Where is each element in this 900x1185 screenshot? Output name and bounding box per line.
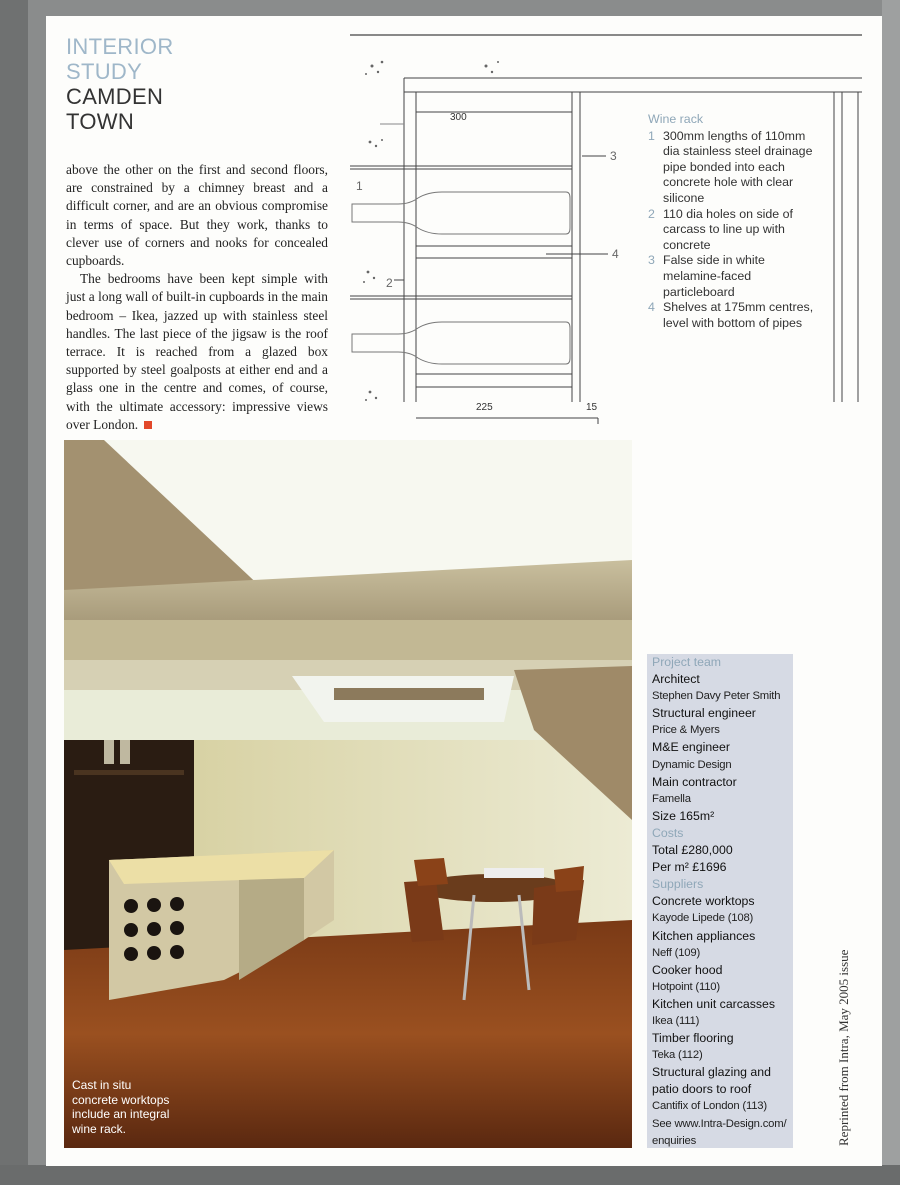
dim-225: 225	[476, 402, 493, 413]
see-website-line-2: enquiries	[652, 1134, 697, 1147]
kitchen-photo-illustration	[64, 440, 632, 1148]
paragraph-1-text: above the other on the first and second floors, are constrained by a chimney breast and a difficult corner, and are an obvious compromise in terms of space. But they work, thanks to clever use of corners and nooks for concealed cupboards.	[66, 162, 328, 269]
wine-rack-item-text: 110 dia holes on side of carcass to line up with concrete	[663, 206, 793, 252]
callout-2: 2	[386, 276, 393, 290]
wine-rack-item-text: 300mm lengths of 110mm dia stainless steel drainage pipe bonded into each concrete hole with clear silicone	[663, 128, 813, 205]
carcasses-value: Ikea (111)	[652, 1014, 700, 1027]
caption-line: Cast in situ	[72, 1078, 132, 1092]
glazing-label-line-1: Structural glazing and	[652, 1065, 771, 1080]
kitchen-photo	[64, 440, 632, 1148]
main-contractor-value: Famella	[652, 792, 691, 805]
dim-300: 300	[450, 112, 467, 123]
architect-label: Architect	[652, 672, 700, 687]
callout-1: 1	[356, 179, 363, 193]
dim-15: 15	[586, 402, 598, 413]
appliances-label: Kitchen appliances	[652, 928, 756, 943]
callout-3: 3	[610, 149, 617, 163]
main-contractor-label: Main contractor	[652, 774, 737, 789]
wine-rack-item-number: 1	[648, 128, 655, 143]
wine-rack-item	[648, 129, 818, 207]
glazing-value: Cantifix of London (113)	[652, 1100, 767, 1113]
wine-rack-item-text: False side in white melamine-faced particleboard	[663, 253, 765, 299]
wine-rack-item-text: Shelves at 175mm centres, level with bottom of pipes	[663, 300, 814, 330]
total-cost: Total £280,000	[652, 843, 733, 858]
article-body	[66, 161, 328, 434]
appliances-value: Neff (109)	[652, 946, 701, 959]
caption-line: concrete worktops	[72, 1092, 170, 1107]
costs-header: Costs	[652, 825, 684, 840]
scan-border-bottom	[0, 1165, 900, 1185]
wine-rack-item	[648, 207, 818, 254]
me-engineer-value: Dynamic Design	[652, 758, 732, 771]
wine-rack-key	[648, 112, 818, 331]
wine-rack-title: Wine rack	[648, 112, 704, 126]
cooker-hood-value: Hotpoint (110)	[652, 980, 720, 993]
section-line-interior: INTERIOR	[66, 34, 174, 59]
article-paragraph-2	[66, 270, 328, 434]
worktops-label: Concrete worktops	[652, 894, 755, 909]
section-line-study: STUDY	[66, 59, 143, 84]
paragraph-2-text: The bedrooms have been kept simple with just a long wall of built-in cupboards in the main bedroom – Ikea, jazzed up with stainless steel handles. The last piece of the jigsaw is the roof terrace. It is reached from a glazed box supported by steel goalposts at either end and a glass one in the centre and comes, of course, with the ultimate accessory: impressive views over London.	[66, 271, 328, 432]
me-engineer-label: M&E engineer	[652, 740, 730, 755]
wine-rack-item-number: 4	[648, 300, 655, 315]
magazine-page	[46, 16, 882, 1166]
project-team-header: Project team	[652, 655, 722, 669]
wine-rack-item-number: 2	[648, 206, 655, 221]
wine-rack-item-number: 3	[648, 253, 655, 268]
wine-rack-item	[648, 300, 818, 331]
caption-line: include an integral	[72, 1107, 170, 1121]
caption-line: wine rack.	[72, 1121, 127, 1136]
callout-4: 4	[612, 247, 619, 261]
size-value: Size 165m²	[652, 808, 715, 823]
section-line-town: TOWN	[66, 109, 135, 134]
suppliers-header: Suppliers	[652, 877, 704, 892]
cooker-hood-label: Cooker hood	[652, 962, 723, 977]
structural-engineer-value: Price & Myers	[652, 724, 720, 737]
scan-border-left	[0, 0, 28, 1185]
section-heading	[66, 34, 174, 134]
cost-per-m2: Per m² £1696	[652, 860, 727, 875]
flooring-label: Timber flooring	[652, 1031, 734, 1046]
architect-value: Stephen Davy Peter Smith	[652, 690, 781, 703]
project-team-panel	[647, 654, 793, 1148]
glazing-label-line-2: patio doors to roof	[652, 1082, 752, 1097]
scan-border-right	[882, 0, 900, 1185]
carcasses-label: Kitchen unit carcasses	[652, 996, 776, 1011]
photo-caption	[72, 1078, 169, 1136]
structural-engineer-label: Structural engineer	[652, 706, 756, 721]
see-website-line-1: See www.Intra-Design.com/	[652, 1117, 787, 1130]
worktops-value: Kayode Lipede (108)	[652, 912, 754, 925]
article-end-mark	[144, 421, 152, 429]
section-line-camden: CAMDEN	[66, 84, 164, 109]
article-paragraph-1	[66, 161, 328, 270]
reprint-credit: Reprinted from Intra, May 2005 issue	[836, 949, 851, 1146]
wine-rack-item	[648, 253, 818, 300]
flooring-value: Teka (112)	[652, 1049, 703, 1062]
